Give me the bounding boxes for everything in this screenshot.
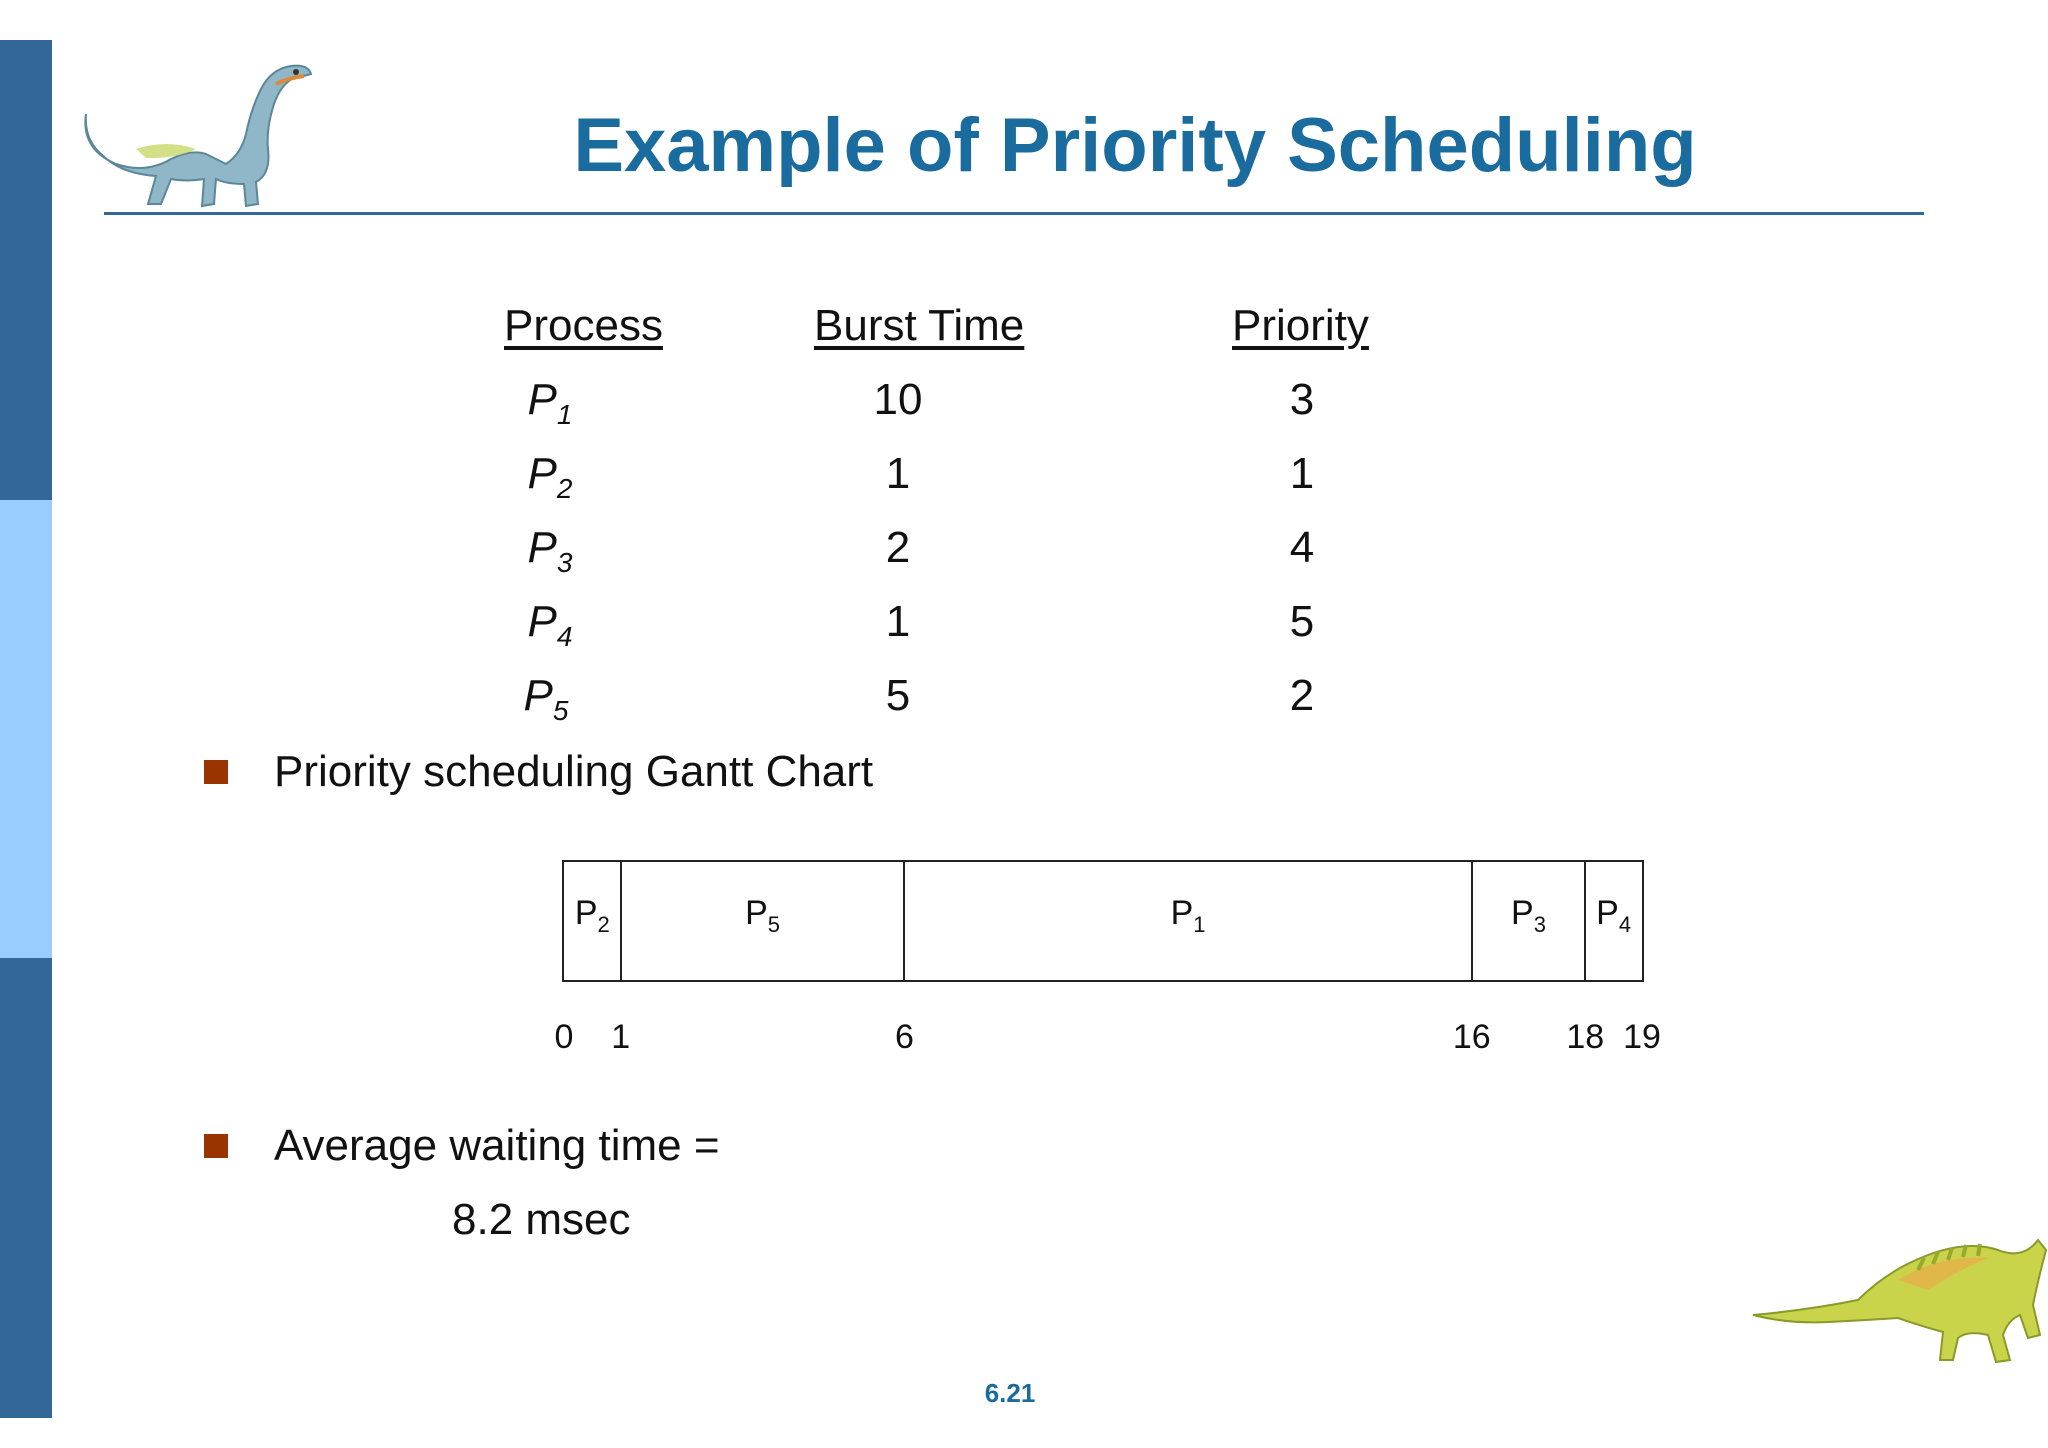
burst-time-value: 1 (885, 449, 911, 498)
left-sidebar-band (0, 40, 52, 1418)
priority-value: 1 (1289, 449, 1315, 498)
sidebar-bottom-segment (0, 958, 52, 1418)
priority-value: 5 (1289, 597, 1315, 646)
gantt-segment-label: $P_4$ (1596, 894, 1632, 937)
gantt-tick-label: 1 (611, 1018, 631, 1056)
average-waiting-time-value: 8.2 msec (452, 1195, 631, 1244)
gantt-tick-label: 19 (1623, 1018, 1661, 1056)
process-name: $P_2$ (527, 449, 573, 504)
burst-time-value: 2 (885, 523, 911, 572)
priority-value: 3 (1289, 375, 1315, 424)
gantt-segment-label: $P_1$ (1170, 894, 1206, 937)
gantt-tick-label: 6 (894, 1018, 914, 1056)
priority-value: 2 (1289, 671, 1315, 720)
bullet-square (204, 760, 228, 784)
gantt-divider (1471, 862, 1473, 980)
process-name: $P_3$ (527, 523, 573, 578)
gantt-tick-label: 16 (1452, 1018, 1491, 1056)
gantt-divider (903, 862, 905, 980)
dinosaur-top-illustration (76, 54, 316, 214)
page-number: 6.21 (984, 1378, 1036, 1408)
gantt-segment-label: $P_2$ (574, 894, 610, 937)
header-burst-time: Burst Time (814, 301, 1025, 350)
process-name: $P_4$ (527, 597, 573, 652)
gantt-tick-label: 0 (554, 1018, 574, 1056)
priority-value: 4 (1289, 523, 1315, 572)
process-name: $P_5$ (523, 671, 569, 726)
bullet-square (204, 1134, 228, 1158)
dinosaur-bottom-illustration (1748, 1210, 2048, 1370)
header-process: Process (504, 301, 663, 350)
slide-title: Example of Priority Scheduling (573, 103, 1697, 188)
gantt-divider (1584, 862, 1586, 980)
gantt-chart (562, 860, 1644, 982)
burst-time-value: 1 (885, 597, 911, 646)
gantt-divider (620, 862, 622, 980)
burst-time-value: 5 (885, 671, 911, 720)
gantt-heading: Priority scheduling Gantt Chart (274, 747, 874, 796)
gantt-segment-label: $P_3$ (1511, 894, 1546, 937)
sidebar-middle-segment (0, 500, 52, 958)
sidebar-top-segment (0, 40, 52, 500)
header-priority: Priority (1232, 301, 1369, 350)
gantt-tick-label: 18 (1566, 1018, 1605, 1056)
gantt-segment-label: $P_5$ (745, 894, 781, 937)
process-name: $P_1$ (527, 375, 573, 430)
burst-time-value: 10 (873, 375, 923, 424)
average-waiting-time-label: Average waiting time = (274, 1121, 720, 1170)
title-underline-rule (104, 212, 1924, 215)
